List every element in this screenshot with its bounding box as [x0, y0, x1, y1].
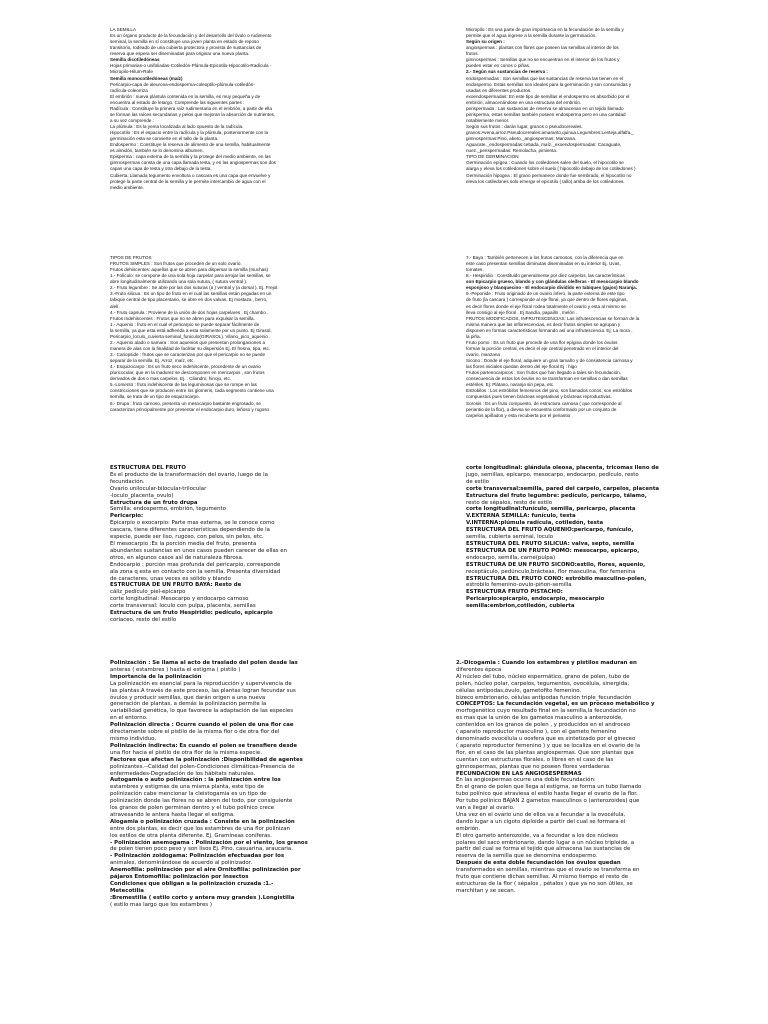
- text-line: es decir flores donde el eje floral rodea totalmente el ovario y esta al mismo se: [466, 303, 626, 309]
- text-line: es mas que la unión de los gametos masculino a anterozoide,: [456, 715, 623, 722]
- text-line: El embrión : nueva plántula contenida en la semilla, es muy pequeña y de: [110, 93, 261, 99]
- text-line: especie, puede ser liso, rugoso, con pelos, sin pelos, etc.: [110, 534, 264, 541]
- text-line: semilla:embrion,cotiledón, cubierta: [466, 603, 575, 610]
- text-line: una flor hacia el pistilo de otra flor de la misma especie.: [110, 749, 262, 756]
- text-line: cáliz_pedículo_piel-epicarpo: [110, 589, 186, 596]
- text-line: exoendospermadas: En este tipo de semillas el endospermo es absorbido por el: [466, 93, 630, 99]
- text-line: Hojas primarias-o unifoliadas-Cotiledón-Plúmula-Epicotilo-Hipocotilo-Radícula -: [110, 63, 272, 69]
- text-line: 2.- Aquenio alado o samara : Son aquenios que presentan prolongaciones a: [110, 339, 266, 345]
- text-line: mismo individuo.: [110, 735, 157, 742]
- text-line: Germinación epígea : Cuando los cotiledones salen del suelo, el hipocotilo se: [466, 160, 624, 166]
- text-line: V.EXTERNA SEMILLA: funículo, testa: [466, 513, 576, 520]
- text-line: reserva de la semilla que se denomina endospermo.: [456, 853, 598, 860]
- text-line: 5.-Lomento : fruto indehiscente de las leguminosas que se rompe en las: [110, 382, 257, 388]
- section-corte-longitudinal: [466, 465, 721, 610]
- text-line: las plantas.A través de este proceso, las plantas logran fecundar sus: [110, 687, 296, 694]
- text-line: gimnospermas:Pino, abeto._angiospermas: Manzana.: [466, 136, 577, 142]
- text-line: Pericarpio:: [110, 513, 144, 520]
- text-line: La polinización es esencial para la reproducción y supervivencia de: [110, 680, 292, 687]
- text-line: la piña.: [466, 333, 481, 339]
- text-line: la semilla, ya que esta está adherida a esta solamente por un punto. Ej Girasol,: [110, 327, 272, 333]
- text-line: marchitan y se secan.: [456, 887, 516, 894]
- text-line: los granos de polen germinan dentro y el tubo polínico crece: [110, 805, 275, 812]
- text-line: estambres y estigmas de una misma planta, este tipo de: [110, 784, 264, 791]
- text-line: contenidos en los granos de polen , y producidos en el androceo: [456, 722, 631, 729]
- text-line: Micropilo-Hilum-Rafe: [110, 69, 153, 75]
- text-line: Fruto pomo : Es un fruto que procede de una flor epígina donde los óvulos: [466, 339, 618, 345]
- text-line: tomates.: [466, 267, 484, 273]
- text-line: Importancia de la polinización: [110, 673, 202, 680]
- text-line: Estructura de un fruto drupa: [110, 499, 198, 506]
- text-line: ESTRUCTURA DEL FRUTO: [110, 465, 186, 471]
- text-line: manera de alas con la finalidad de facilitar su dispersión Ej. El fresno, tipa, etc.: [110, 345, 271, 351]
- text-line: 6.- Drupa : fruto carnoso, presenta un mesocarpio bastante engrosado, se: [110, 400, 261, 406]
- text-line: Una vez en el ovario uno de ellos va a fecundar a la ovocélula,: [456, 811, 626, 818]
- text-line: 1.- Aquenio : fruto en el cual el pericarpio se puede separar fácilmente de: [110, 321, 260, 327]
- text-line: corte longitudinal:funículo, semilla, pericarpo, placenta: [466, 506, 636, 513]
- text-line: Germinación hipogea : El grano permanece donde fue sembrado, el hipocotilo no: [466, 172, 632, 178]
- text-line: TIPO DE GERMINACION: [466, 154, 519, 160]
- text-line: frutos.: [466, 51, 479, 57]
- text-line: óvulos y producir semillas, que darán origen a una nueva: [110, 694, 266, 701]
- text-line: entre dos plantas, es decir que los estambres de una flor polinizan: [110, 825, 290, 832]
- section-tipos-de-frutos: [110, 255, 350, 413]
- text-line: FRUTOS SIMPLES : Son frutos que proceden de un solo ovario.: [110, 261, 242, 267]
- text-line: capas una capa de testa y otra debajo de la testa.: [110, 166, 212, 172]
- text-line: las flores iniciales quedan dentro del eje floral Ej : higo: [466, 364, 577, 370]
- text-line: :Bremestilia ( estilo corto y antera muy grandes ).Longistilia: [110, 894, 295, 901]
- text-line: bizeco embrionario, células antípodas función triple_fecundación: [456, 694, 632, 701]
- text-line: constricciones que se producen entre los glomeris, cada segmento contiene una: [110, 388, 274, 394]
- text-line: gimnospermas consta de una capa llamada testa, y en las angiospermas son dos: [110, 160, 276, 166]
- text-line: Polinización indirecta: Es cuando el polen se transfiere desde: [110, 742, 298, 749]
- text-line: 3.- Cariopside : frutos que se caracterizan por que el pericarpio no se puede: [110, 352, 266, 357]
- text-line: ESTRUCTURA DE UN FRUTO SICONO:estilo, flores, aquenio,: [466, 561, 646, 568]
- text-line: morfogenético cuyo resultado final en la semilla,la fecundación no: [456, 708, 636, 715]
- text-line: embrión, almacenándose en una estructura del embrión.: [466, 99, 582, 105]
- text-line: Semilla dicotiledóneas: [110, 57, 160, 63]
- text-line: 1.- Folículo: se compone de una sola hoja carpelar para arrojar las semillas, se: [110, 273, 271, 279]
- text-line: enfermedades-Degradación de los hábitats naturales.: [110, 770, 256, 777]
- text-line: pluricocular, que en la madurez se descomponen en mericarpos , son frutos: [110, 370, 265, 376]
- text-line: Frutos partenocarpicos : Son frutos que han llegado a tales sin fecundación,: [466, 370, 622, 376]
- text-line: Sicono : Donde el eje floral, adquiere un gran tamaño y de consistencia carnosa y: [466, 358, 633, 364]
- text-line: Según sus frutos : darán lugar, granos o pseudocereales.: [466, 124, 583, 129]
- text-line: polinización donde las flores no se abren del todo, por consiguiente: [110, 798, 293, 805]
- text-line: transitorio, rodeado de una cubierta protectora y provista de sustancias de: [110, 45, 262, 51]
- text-line: van a llegar al ovario.: [456, 805, 515, 812]
- text-line: Anemofilia: polinización por el aire Ornitofilia: polinización por: [110, 867, 301, 874]
- text-line: Estructura del fruto legumbre: pedículo, pericarpo, tálamo,: [466, 492, 647, 499]
- text-line: Factores que afectan la polinización :Disponibilidad de agentes: [110, 756, 303, 763]
- text-line: angiospermas : plantas con flores que poseen las semillas al interior de los: [466, 45, 619, 51]
- text-line: Autogamia o auto polinización : la polinización entre los: [110, 777, 281, 784]
- text-line: corte transversal:semilla, pared del carpelo, carpelos, placenta: [466, 485, 660, 492]
- text-line: 4.- Esquizocarpo : Es un fruto seco indehiscente, procedente de un ovario: [110, 364, 261, 370]
- text-line: 8.- Hespiridio : Constituido generalmente por diez carpelos, las características: [466, 273, 625, 279]
- text-line: Es el producto de la transformación del ovario, luego de la: [110, 471, 268, 478]
- text-line: Después de esta doble fecundación los óvulos quedan: [456, 860, 621, 867]
- text-line: -loculo_placenta_ovulo): [110, 492, 174, 499]
- text-line: encuentra al estado de letargo. Comprende las siguientes partes :: [110, 99, 245, 105]
- text-line: La plúmula : Es la yema localizada al lado opuesto de la radícula.: [110, 124, 244, 129]
- text-line: este caso presentan semillas diminutas diseminadas en su interior Ej. Uvas,: [466, 261, 621, 267]
- text-line: Es un órgano producto de la fecundación y del desarrollo del óvulo o rudimento: [110, 33, 272, 39]
- text-line: es almidón, también se lo denomina albumen.: [110, 148, 204, 154]
- text-line: 4.- Fruto capsula : Proviene de la unión de dos hojas carpelares . Ej chambo .: [110, 309, 269, 315]
- text-line: Según su origen :: [466, 39, 505, 45]
- text-line: El otro gameto anterozoide, va a fecundar a los dos núcleos: [456, 832, 619, 839]
- text-line: ESTRUCTURA DE UN FRUTO POMO: mesocarpo, epicarpo,: [466, 547, 640, 554]
- section-micropilo: [466, 27, 721, 185]
- text-line: granos:Avena,arroz.Pseudocereales:amaranto,quinua.Legumbres:Lenteja,alfalfa._: [466, 130, 634, 136]
- text-line: - Polinización anemogama : Polinización por el viento, los granos: [110, 839, 308, 846]
- text-line: periantio de la flor), a dievsa se encuentra conformado por un conjunto de: [466, 406, 617, 412]
- text-line: El mesocarpio :Es la porción media del fruto, presenta: [110, 540, 257, 547]
- section-la-semilla: [110, 27, 350, 191]
- text-line: radícula-coleorriza: [110, 87, 148, 93]
- text-line: - Polinización zoidogama: Polinización efectuadas por los: [110, 853, 285, 860]
- text-line: gimnospermas, plantas que no poseen flores verdaderas: [456, 763, 610, 770]
- text-line: semilla, se trata de un tipo de esquizocarpo.: [110, 394, 200, 400]
- text-line: coriaceo, resto del estilo: [110, 616, 177, 623]
- text-line: ovario. manzana: [466, 352, 500, 357]
- text-line: de fruto (la cascara ) corresponde al eje floral, ya que dentro de flores epiginas,: [466, 297, 628, 303]
- text-line: receptáculo, pedúnculo,brácteas, flor masculina, flor femenina: [466, 568, 636, 575]
- text-line: En las angiospermas ocurre una doble fecundación:: [456, 777, 596, 784]
- text-line: Cubierta: Llamada tegumento envoltura o cascara es una capa que envuelve y: [110, 172, 271, 178]
- text-line: transformados en semillas, mientras que el ovario se transforma en: [456, 867, 640, 874]
- text-line: de estilo: [466, 478, 489, 485]
- text-line: ( aparato reproductor femenino ) y que se localiza en el ovario de la: [456, 742, 641, 749]
- text-line: son Epicarpio grueso, blando y con glándulas oleíferas - El mesocarpio blando: [466, 279, 639, 285]
- text-line: permite que el agua ingrese a la semilla durante la germinación.: [466, 33, 597, 39]
- text-line: ( aparato reproductor masculino ), con el gameto femenino: [456, 729, 617, 736]
- text-line: CONCEPTOS: La fecundación vegetal, es un proceso metabólico y: [456, 701, 655, 708]
- text-line: FRUTOS MODIFICADOS, INFRUTESCENCIAS: Las infrutescencias se forman de la: [466, 315, 640, 321]
- text-line: seminal, la semilla en sí constituye una joven planta en estado de reposo: [110, 39, 259, 45]
- text-line: gimnospermas : Semillas que no se encuentran en el interior de los frutos y: [466, 57, 620, 63]
- text-line: tabique central de tipo placentario, se abre en dos valvas. Ej mostaza , berro,: [110, 297, 268, 303]
- text-line: polares del saco embrionario, dando lugar a un núcleo triploide, a: [456, 839, 634, 846]
- text-line: de caracteres, unas veces es sólido y blando: [110, 575, 231, 582]
- text-line: Aguacate._endospermadas:cebada, maíz._exoendospermadas: Cacaguate,: [466, 142, 622, 148]
- text-line: carpelos apiñados y esta recubierta por el periantio: [466, 412, 571, 418]
- text-line: Micropilo : Es una parte de gran importancia en la fecundación de la semilla y: [466, 27, 624, 32]
- text-line: se forman las raíces secundarias y pelos que mejoran la absorción de nutrientes,: [110, 111, 276, 117]
- text-line: eleva los cotiledones solo emerge el epicotilo ( tallo) arriba de los cotiledones.: [466, 178, 625, 184]
- text-line: compuestos pues tienen brácteas vegetativas y brácteas reproductivas.: [466, 394, 612, 400]
- text-line: jugo, semillas, epicarpo, mesocarpo, endocarpo, pedículo, resto: [466, 471, 639, 478]
- text-line: consecuencia de estos los óvulos no se transforman en semillas o dan semillas: [466, 376, 628, 382]
- text-line: embrión.: [456, 825, 481, 832]
- text-line: lleva consigo al eje floral . Ej Sandía, papaillo , melón .: [466, 309, 578, 315]
- text-line: medio ambiente.: [110, 184, 144, 190]
- text-line: animales, denominándose de acuerdo al polinizador.: [110, 860, 253, 867]
- text-line: forman la porción central, es decir el eje central penetrado en el interior del: [466, 345, 619, 351]
- text-line: Alogamia o polinización cruzada : Consiste en la polinización: [110, 818, 295, 825]
- text-line: directamente sobre el pistilo de la misma flor o de otra flor del: [110, 729, 280, 736]
- text-line: 2.- Según sus sustancias de reserva :: [466, 69, 548, 75]
- text-line: pueden estar en conos o piñas.: [466, 63, 531, 69]
- text-line: Estrobilos : Los estróbilos femeninos del pino, son llamados conos, son estróbilos: [466, 388, 633, 394]
- text-line: 3.-Fruto silicua : Es un tipo de fruto en el cual las semillas están pegadas en un: [110, 291, 272, 297]
- text-line: de polen tienen poco peso y son lisos Ej. Pino, casuarina, araucaria.: [110, 846, 293, 853]
- text-line: endospermo. Estas semillas son ideales para la germinación y son consumidas y: [466, 81, 632, 87]
- text-line: variabilidad genética, lo que favorece la adaptación de las especies: [110, 708, 294, 715]
- text-line: en el entorno.: [110, 715, 148, 722]
- text-line: Semilla monocotiledóneas (maíz): [110, 75, 183, 81]
- text-line: perispermada : Las sustancias de reserva se almacenan en un tejido llamado: [466, 105, 624, 111]
- text-line: ESTRUCTURA DEL FRUTO AQUENIO:pericarpo, funículo,: [466, 527, 634, 534]
- text-line: En el grano de polen que llega al estigma, se forma un tubo llamado: [456, 784, 642, 791]
- text-line: derivados de dos o mas carpelos. Ej. . Cilandro, hinojo, etc.: [110, 376, 232, 382]
- text-line: estructuras de la flor ( sépalos , pétalos ) que ya no son útiles, se: [456, 881, 633, 887]
- text-line: Al núcleo del tubo, núcleo espermático, grano de polen, tubo de: [456, 673, 630, 680]
- text-line: esponjoso y blanquecino - El endocarpio dividido en tabiques (gajos) Naranja.: [466, 285, 638, 291]
- text-line: semilla, cubierta seminal, loculo: [466, 534, 554, 541]
- text-line: corte transversal: loculo con pulpa, placenta, semillas: [110, 603, 256, 610]
- text-line: alarga y eleva los cotiledones sobre el suelo ( hipocotilo debajo de los cotiledones ): [466, 166, 636, 172]
- text-line: polinizantes.--Calidad del polen-Condiciones climáticas-Presencia de: [110, 763, 295, 770]
- text-line: generación de plantas, a demás la polinización permite la: [110, 701, 267, 708]
- text-line: Estructura de un fruto Hespiridio: pedículo, epicarpio: [110, 610, 273, 617]
- text-line: Pericarpio:epicarpio, endocarpio, mesocarpio: [466, 596, 605, 603]
- text-line: ESTRUCTURA FRUTO PISTACHO:: [466, 589, 563, 596]
- text-line: ala zona q esta en contacto con la semilla. Presenta diversidad: [110, 568, 281, 575]
- text-line: ( estilo mas largo que los estambres ): [110, 901, 212, 908]
- text-line: Polinización directa : Ocurre cuando el polen de una flor cae: [110, 722, 294, 729]
- text-line: separar de la semilla. Ej. Arroz, maíz, etc.: [110, 358, 195, 364]
- text-line: endocarpo, semilla, carne(pulpa): [466, 554, 556, 561]
- section-estructura-del-fruto: [110, 465, 350, 624]
- text-line: notablemente menor.: [466, 117, 510, 123]
- text-line: estériles. Ej: Plátano, naranja sin pepa, etc.: [466, 382, 555, 388]
- text-line: 9.-Peponide : Fruto originado de un ovario ínfero, la parte externa de este tipo: [466, 291, 625, 297]
- text-line: diferentes época: [456, 666, 502, 673]
- text-line: corte longitudinal: glándula oleosa, placenta, tricomas lleno de: [466, 465, 659, 471]
- text-line: misma manera que las inflorescencias, es decir frutos simples se agrupan y: [466, 321, 621, 327]
- text-line: endospermadas : Son semillas que las sustancias de reserva las tienen en el: [466, 75, 624, 81]
- text-line: 2.- Fruto legumbre : Se abre por las dos suturas (a ) ventral y (a dorsal ). Ej. Frejol.: [110, 285, 279, 291]
- text-line: polinización cabe mencionar la cleistogamia es un tipo de: [110, 791, 267, 798]
- text-line: atravesando le antera hasta llegar el estigma.: [110, 811, 235, 818]
- text-line: estróbilo femenino-ovulo-piñon-semilla: [466, 582, 572, 589]
- text-line: ESTRUCTURA DEL FRUTO SILICUA: valva, septo, semilla: [466, 540, 635, 547]
- text-line: Epicarpio o exocarpio: Parte mas externa, se le conoce como: [110, 520, 275, 527]
- text-line: Radícula : Constituye la primera raíz rudimentaria en el embrión, a partir de ella: [110, 105, 272, 111]
- text-line: cuentan con estructuras florales, o libres en el caso de las: [456, 756, 614, 763]
- text-line: a su vez comprende :: [110, 117, 154, 123]
- text-line: los estilos de otra planta diferente. Ej. Gramíneas coníferas.: [110, 832, 272, 839]
- text-line: 7.- Baya : También pertenecen a los frutos carnosos, con la diferencia que en: [466, 255, 624, 260]
- text-line: corte longitudinal: Mesocarpo y endocarpo carnoso: [110, 596, 249, 603]
- text-line: perisperma, estas semillas también poseen endosperma pero en una cantidad: [466, 111, 626, 117]
- text-line: anteras ( estambres ) hasta el estigma ( pistilo ): [110, 666, 241, 673]
- text-line: Por tubo polínico BAJAN 2 gametos masculinos o (anterozoides) que: [456, 798, 640, 805]
- text-line: Frutos Indehiscentes : Frutos que no se abren para expulsar la semilla.: [110, 315, 255, 321]
- text-line: células antípodas,óvulo, gametofito femenino.: [456, 687, 582, 694]
- section-dicogamia: [456, 660, 716, 895]
- text-line: cascara, tiene diferentes características dependiendo de la: [110, 527, 270, 534]
- text-line: Metecotilia: [110, 887, 144, 894]
- text-line: Semilla: endospermo, embrión, tegumento: [110, 506, 226, 513]
- text-line: FECUNDACION EN LAS ANGIOSESPERMAS: [456, 770, 582, 777]
- section-polinizacion: [110, 660, 350, 909]
- text-line: alelí.: [110, 303, 120, 309]
- text-line: dando lugar a un cigoto diploide a partir del cual se formara el: [456, 818, 626, 825]
- text-line: ESTRUCTURA DEL FRUTO CONO: estróbilo masculino-polen,: [466, 575, 647, 582]
- text-line: Pericarpio-capa de aleurona-endosperma-coleoptilo-plúmula-cotiledón-: [110, 81, 255, 87]
- text-line: caracterizan principalmente por presentar el endocarpio duro, leñoso y rugoso: [110, 406, 270, 412]
- text-line: fecundación.: [110, 478, 145, 485]
- text-line: tubo polínico que atraviesa el estilo hasta llegar el ovario de la flor.: [456, 791, 638, 798]
- text-line: TIPOS DE FRUTOS: [110, 255, 152, 260]
- text-line: Condiciones que obligan a la polinización cruzada :1.-: [110, 881, 274, 887]
- text-line: Frutos dehiscentes: aquellos que se abren para dispersar la semilla (muchas): [110, 267, 269, 273]
- text-line: LA SEMILLA: [110, 27, 137, 32]
- text-line: germinación esta se convierte en el tallo de la planta.: [110, 136, 219, 142]
- text-line: protege la parte central de la semilla y le permite intercambio de agua con el: [110, 178, 266, 184]
- text-line: V.INTERNA:plúmula radícula, cotiledón, testa: [466, 520, 604, 527]
- text-line: ESTRUCTURA DE UN FRUTO BAYA: Resto de: [110, 582, 242, 589]
- text-line: Hipocotilo : Es el espacio entre la radícula y la plúmula, posteriormente con la: [110, 130, 269, 136]
- text-line: partir del cual se forma el tejido que almacena las sustancias de: [456, 846, 631, 853]
- text-line: Sorosis : Es un fruto compuesto, de estructura carnosa ( que corresponde al: [466, 400, 622, 406]
- text-line: resto de sépalos, resto de estilo: [466, 499, 553, 506]
- text-line: Episperma : capa externa de la semilla y la protege del medio ambiente, en las: [110, 154, 271, 160]
- text-line: pájaros Entomofilia: polinización por insectos: [110, 874, 249, 881]
- text-line: flor, en el caso de las plantas angiospermas. Que son plantas que: [456, 749, 634, 756]
- text-line: disponen en formas características formando así una infrutescencia. Ej: La mora ,: [466, 327, 633, 333]
- text-line: Polinización : Se llama al acto de traslado del polen desde las: [110, 660, 298, 666]
- text-line: Ovario unilocular-bilocular-trilocular: [110, 485, 207, 492]
- text-line: abundantes sustancias en unos casos pueden carecer de ellas en: [110, 547, 288, 554]
- text-line: denominado ovocélula u oosfera que es sintetizado por el gineceo: [456, 735, 636, 742]
- section-baya: [466, 255, 721, 419]
- text-line: 2.-Dicogamia : Cuando los estambres y pistilos maduran en: [456, 660, 637, 666]
- text-line: Endospermo : Constituye la reserva de alimento de una semilla, habitualmente: [110, 142, 271, 148]
- text-line: abre longitudinalmente utilizando una sola sutura, ( sutura ventral ).: [110, 279, 248, 285]
- text-line: polen, núcleo polar, carpelos, tegumentos, ovocélula, sinergida,: [456, 680, 630, 687]
- text-line: reserva que espera ser diseminadas para originar una nueva planta.: [110, 51, 250, 57]
- text-line: usadas en diferentes productos.: [466, 87, 532, 93]
- text-line: Pericarpio_loculo_cuvierta seminal_funiculo(GIRASOL). Vilano_pico_aquenio .: [110, 333, 271, 339]
- text-line: fruto que contiene dichas semillas. Al mismo tiempo el resto de: [456, 874, 629, 881]
- text-line: nuez._perispermadas: Remolacha, pimienta.: [466, 148, 558, 154]
- text-line: Endocarpio : porción mas profunda del pericarpio, corresponde: [110, 561, 281, 568]
- text-line: otros, en algunos casos así de naturaleza fibrosa.: [110, 554, 244, 561]
